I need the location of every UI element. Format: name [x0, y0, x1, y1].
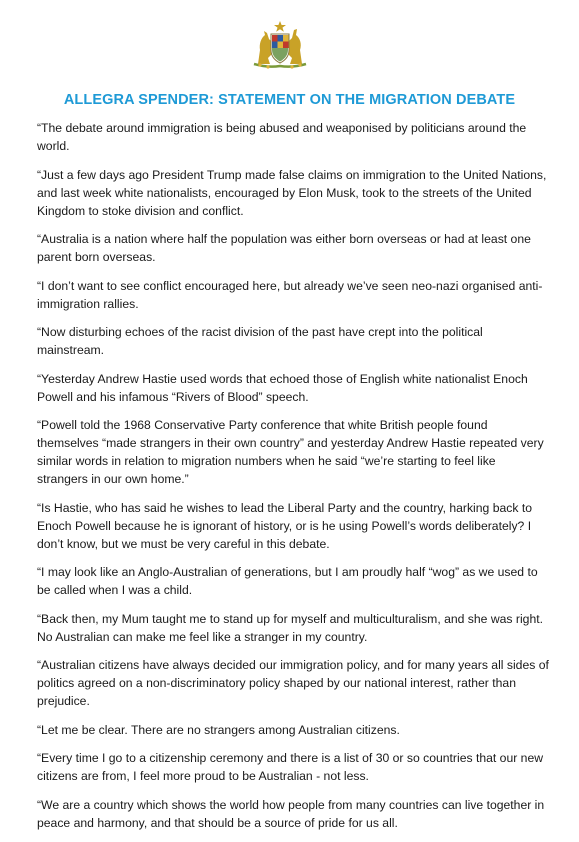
paragraph: “Back then, my Mum taught me to stand up for myself and multiculturalism, and she was right. No Australian can make me feel like a stranger in my country. — [37, 611, 543, 644]
paragraph: “The debate around immigration is being abused and weaponised by politicians around the world. — [37, 121, 527, 153]
paragraph: “Now disturbing echoes of the racist division of the past have crept into the political mainstream. — [37, 325, 483, 357]
page-title: ALLEGRA SPENDER: STATEMENT ON THE MIGRATION DEBATE — [63, 92, 516, 108]
paragraph: “Is Hastie, who has said he wishes to lead the Liberal Party and the country, harking back to Enoch Powell because he is ignorant of history, or is he using Powell’s words deliberately? I don’t know, but we must be very careful in this debate. — [37, 500, 532, 551]
paragraph: “Australian citizens have always decided our immigration policy, and for many years all sides of politics agreed on a non-discriminatory policy shaped by our national interest, rather than prejudice. — [37, 658, 549, 708]
paragraph: “Yesterday Andrew Hastie used words that echoed those of English white nationalist Enoch Powell and his infamous “Rivers of Blood” speech. — [37, 371, 528, 404]
paragraph: “I don’t want to see conflict encouraged here, but already we’ve seen neo-nazi organised anti-immigration rallies. — [37, 278, 543, 311]
coat-of-arms-icon — [248, 20, 312, 70]
paragraph: “Just a few days ago President Trump made false claims on immigration to the United Nations, and last week white nationalists, encouraged by Elon Musk, took to the streets of the United Kingdom to stoke division and conflict. — [37, 167, 547, 218]
paragraph: “Every time I go to a citizenship ceremony and there is a list of 30 or so countries that our new citizens are from, I feel more proud to be Australian - not less. — [37, 751, 544, 783]
paragraph: “Australia is a nation where half the population was either born overseas or had at least one parent born overseas. — [37, 232, 531, 264]
paragraph: “Powell told the 1968 Conservative Party conference that white British people found themselves “made strangers in their own country” and yesterday Andrew Hastie repeated very similar words in relation to migration numbers when he said “we’re starting to feel like strangers in our own home.” — [37, 418, 544, 486]
paragraph: “We are a country which shows the world how people from many countries can live together in peace and harmony, and that should be a source of pride for us all. — [37, 797, 545, 830]
paragraph: “Let me be clear. There are no strangers among Australian citizens. — [37, 722, 400, 737]
paragraph: “I may look like an Anglo-Australian of generations, but I am proudly half “wog” as we used to be called when I was a child. — [37, 565, 538, 597]
statement-body — [37, 119, 549, 842]
